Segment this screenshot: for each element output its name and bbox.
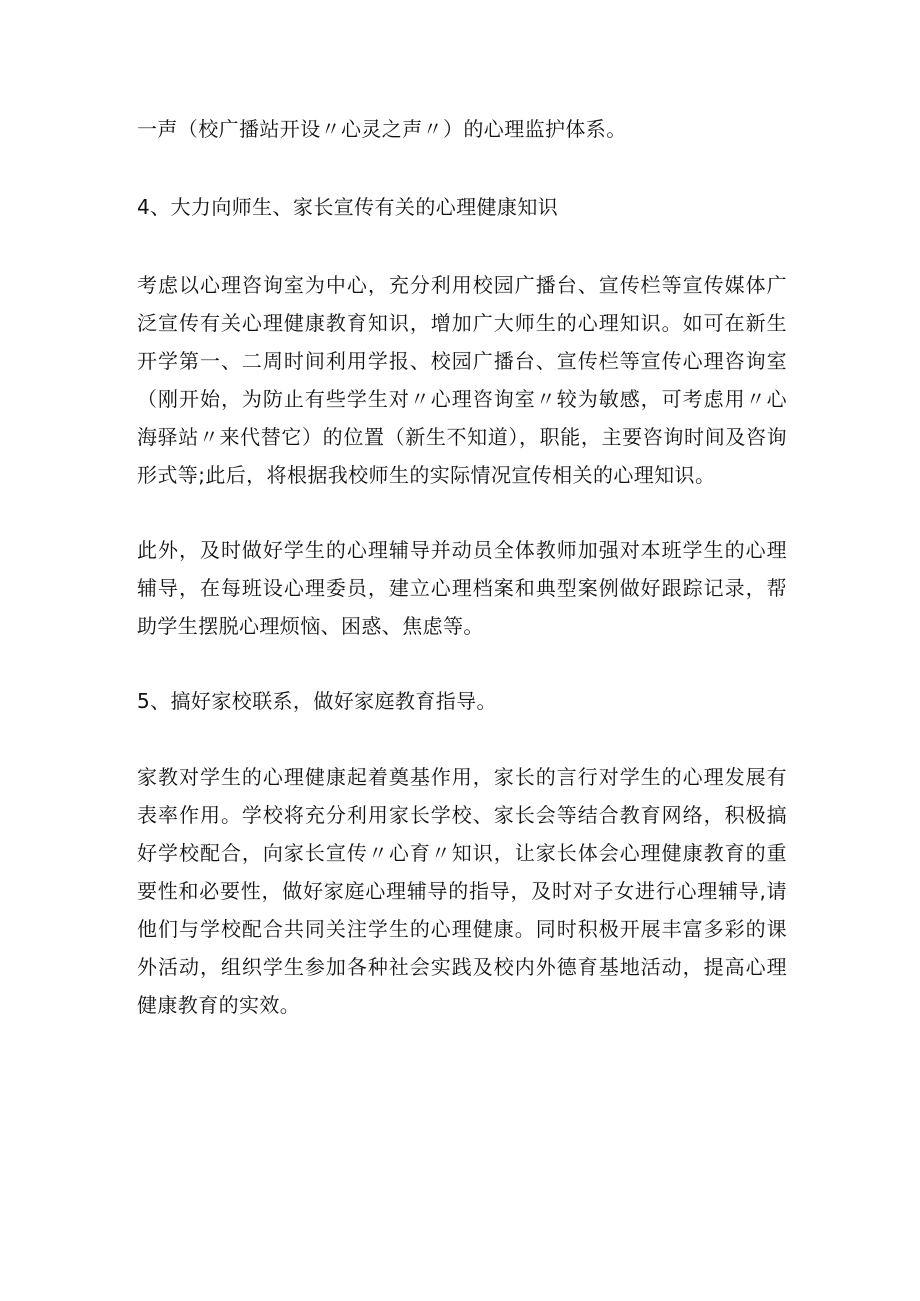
paragraph-intro-continuation: 一声（校广播站开设〃心灵之声〃）的心理监护体系。 — [137, 117, 627, 141]
paragraph-home-school: 家教对学生的心理健康起着奠基作用，家长的言行对学生的心理发展有表率作用。学校将充分利用家长学校、家长会等结合教育网络，积极搞好学校配合，向家长宣传〃心育〃知识，让家长体会心理健康教育的重要性和必要性，做好家庭心理辅导的指导，及时对子女进行心理辅导,请他们与学校配合共同关注学生的心理健康。同时积极开展丰富多彩的课外活动，组织学生参加各种社会实践及校内外德育基地活动，提高心理健康教育的实效。 — [137, 765, 787, 1017]
paragraph-counseling-publicity: 考虑以心理咨询室为中心，充分利用校园广播台、宣传栏等宣传媒体广泛宣传有关心理健康教育知识，增加广大师生的心理知识。如可在新生开学第一、二周时间利用学报、校园广播台、宣传栏等宣传心理咨询室（刚开始，为防止有些学生对〃心理咨询室〃较为敏感，可考虑用〃心海驿站〃来代替它）的位置（新生不知道），职能，主要咨询时间及咨询形式等;此后，将根据我校师生的实际情况宣传相关的心理知识。 — [137, 273, 787, 487]
paragraph-counseling-guidance: 此外，及时做好学生的心理辅导并动员全体教师加强对本班学生的心理辅导，在每班设心理委员，建立心理档案和典型案例做好跟踪记录，帮助学生摆脱心理烦恼、困惑、焦虑等。 — [137, 538, 787, 638]
section-heading-5: 5、搞好家校联系，做好家庭教育指导。 — [137, 689, 497, 713]
section-heading-4: 4、大力向师生、家长宣传有关的心理健康知识 — [137, 195, 559, 219]
document-body — [137, 110, 787, 1024]
